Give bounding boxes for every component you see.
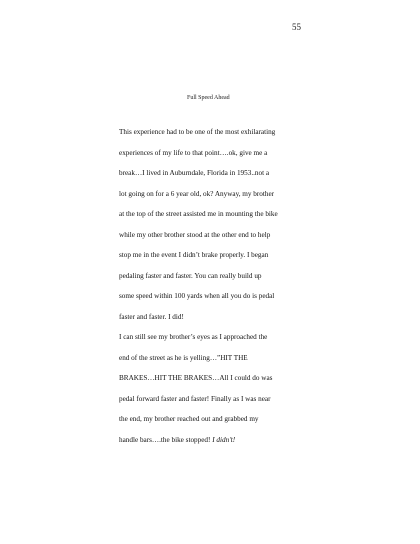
text-line-last	[119, 435, 329, 456]
text-line: faster and faster. I did!	[119, 312, 184, 321]
text-line: the end, my brother reached out and grabbed my	[119, 415, 259, 423]
text-line: some speed within 100 yards when all you do is pedal	[119, 292, 275, 300]
chapter-title: Full Speed Ahead	[187, 95, 230, 101]
text-line: pedaling faster and faster. You can really build up	[119, 271, 262, 280]
text-line: while my other brother stood at the other end to help	[119, 230, 271, 239]
text-line: pedal forward faster and faster! Finally as I was near	[119, 394, 271, 403]
text-line: lot going on for a 6 year old, ok? Anyway, my brother	[119, 189, 275, 198]
text-line: This experience had to be one of the most exhilarating	[119, 128, 276, 136]
text-line: experiences of my life to that point….ok, give me a	[119, 148, 268, 157]
text-line: break…I lived in Auburndale, Florida in 1953..not a	[119, 169, 270, 177]
text-line: stop me in the event I didn’t brake properly. I began	[119, 251, 269, 259]
text-line-content: handle bars….the bike stopped!	[119, 435, 213, 444]
text-line: end of the street as he is yelling…”HIT THE	[119, 353, 248, 362]
text-line: I can still see my brother’s eyes as I approached the	[119, 333, 268, 341]
page-number: 55	[292, 22, 301, 32]
text-line: BRAKES…HIT THE BRAKES…All I could do was	[119, 374, 273, 382]
text-line: at the top of the street assisted me in mounting the bike	[119, 210, 278, 218]
italic-closing: I didn’t!	[212, 435, 236, 444]
body-text	[119, 127, 329, 455]
